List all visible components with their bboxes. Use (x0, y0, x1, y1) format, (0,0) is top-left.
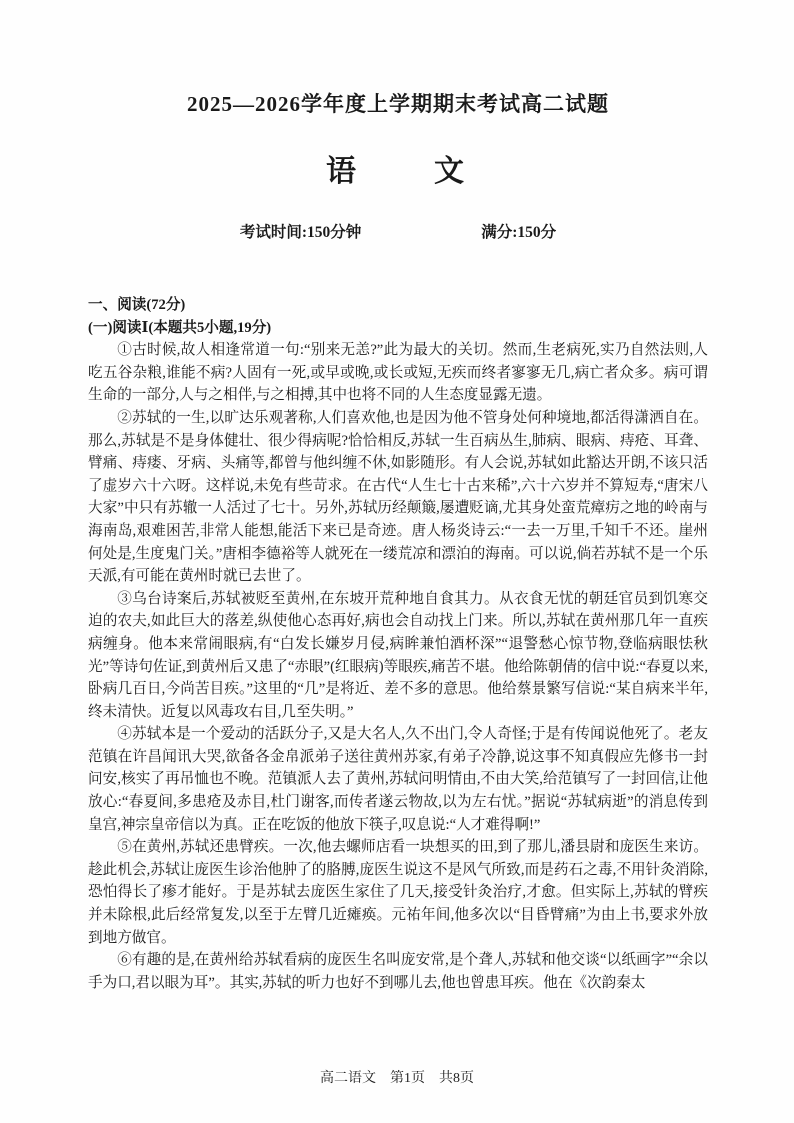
paragraph-6: ⑥有趣的是,在黄州给苏轼看病的庞医生名叫庞安常,是个聋人,苏轼和他交谈“以纸画字”“余以手为口,君以眼为耳”。其实,苏轼的听力也好不到哪儿去,他也曾患耳疾。他在《次韵秦太 (88, 952, 708, 991)
exam-meta-row (88, 220, 708, 242)
exam-duration: 考试时间:150分钟 (239, 224, 362, 241)
page-footer (0, 1067, 794, 1087)
paragraph-1: ①古时候,故人相逢常道一句:“别来无恙?”此为最大的关切。然而,生老病死,实乃自然法则,人吃五谷杂粮,谁能不病?人固有一死,或早或晚,或长或短,无疾而终者寥寥无几,病亡者众多。病可谓生命的一部分,人与之相伴,与之相搏,其中也将不同的人生态度显露无遗。 (88, 342, 708, 404)
paragraph-5: ⑤在黄州,苏轼还患臂疾。一次,他去螺师店看一块想买的田,到了那儿,潘县尉和庞医生来访。趁此机会,苏轼让庞医生诊治他肿了的胳膊,庞医生说这不是风气所致,而是药石之毒,不用针灸消除,恐怕得长了瘆才能好。于是苏轼去庞医生家住了几天,接受针灸治疗,才愈。但实际上,苏轼的臂疾并未除根,此后经常复发,以至于左臂几近瘫痪。元祐年间,他多次以“目昏臂痛”为由上书,要求外放到地方做官。 (88, 839, 708, 946)
subject-title: 语 文 (326, 155, 470, 188)
exam-title: 2025—2026学年度上学期期末考试高二试题 (187, 92, 609, 116)
paragraph-4: ④苏轼本是一个爱动的活跃分子,又是大名人,久不出门,令人奇怪;于是有传闻说他死了。老友范镇在许昌闻讯大哭,欲备各金帛派弟子送往黄州苏家,有弟子冷静,说这事不知真假应先修书一封问安,核实了再吊恤也不晚。范镇派人去了黄州,苏轼问明情由,不由大笑,给范镇写了一封回信,让他放心:“春夏间,多患疮及赤目,杜门谢客,而传者遂云物故,以为左右忧。”据说“苏轼病逝”的消息传到皇宫,神宗皇帝信以为真。正在吃饭的他放下筷子,叹息说:“人才难得啊!” (88, 726, 708, 833)
subsection-heading: (一)阅读Ⅰ(本题共5小题,19分) (88, 319, 272, 336)
exam-header (88, 88, 708, 242)
section-heading: 一、阅读(72分) (88, 297, 186, 313)
exam-body (88, 294, 708, 994)
exam-full-score: 满分:150分 (481, 224, 557, 241)
paragraph-3: ③乌台诗案后,苏轼被贬至黄州,在东坡开荒种地自食其力。从衣食无忧的朝廷官员到饥寒交迫的农夫,如此巨大的落差,纵使他心态再好,病也会自动找上门来。所以,苏轼在黄州那几年一直疾病缠身。他本来常闹眼病,有“白发长嫌岁月侵,病眸兼怕酒杯深”“退警愁心惊节物,登临病眼怯秋光”等诗句佐证,到黄州后又患了“赤眼”(红眼病)等眼疾,痛苦不堪。他给陈朝倩的信中说:“春夏以来,卧病几百日,今尚苦目疾。”这里的“几”是将近、差不多的意思。他给蔡景繁写信说:“某自病来半年,终未清快。近复以风毒攻右目,几至失明。” (88, 590, 708, 720)
page-footer-text: 高二语文 第1页 共8页 (320, 1071, 474, 1086)
paragraph-2: ②苏轼的一生,以旷达乐观著称,人们喜欢他,也是因为他不管身处何种境地,都活得潇洒自在。那么,苏轼是不是身体健壮、很少得病呢?恰恰相反,苏轼一生百病丛生,肺病、眼病、痔疮、耳聋、臂痛、痔瘘、牙病、头痛等,都曾与他纠缠不休,如影随形。有人会说,苏轼如此豁达开朗,不该只活了虚岁六十六呀。这样说,未免有些苛求。在古代“人生七十古来稀”,六十六岁并不算短寿,“唐宋八大家”中只有苏辙一人活过了七十。另外,苏轼历经颠簸,屡遭贬谪,尤其身处蛮荒瘴疠之地的岭南与海南岛,艰难困苦,非常人能想,能活下来已是奇迹。唐人杨炎诗云:“一去一万里,千知千不还。崖州何处是,生度鬼门关。”唐相李德裕等人就死在一缕荒凉和漂泊的海南。可以说,倘若苏轼不是一个乐天派,有可能在黄州时就已去世了。 (88, 409, 708, 585)
